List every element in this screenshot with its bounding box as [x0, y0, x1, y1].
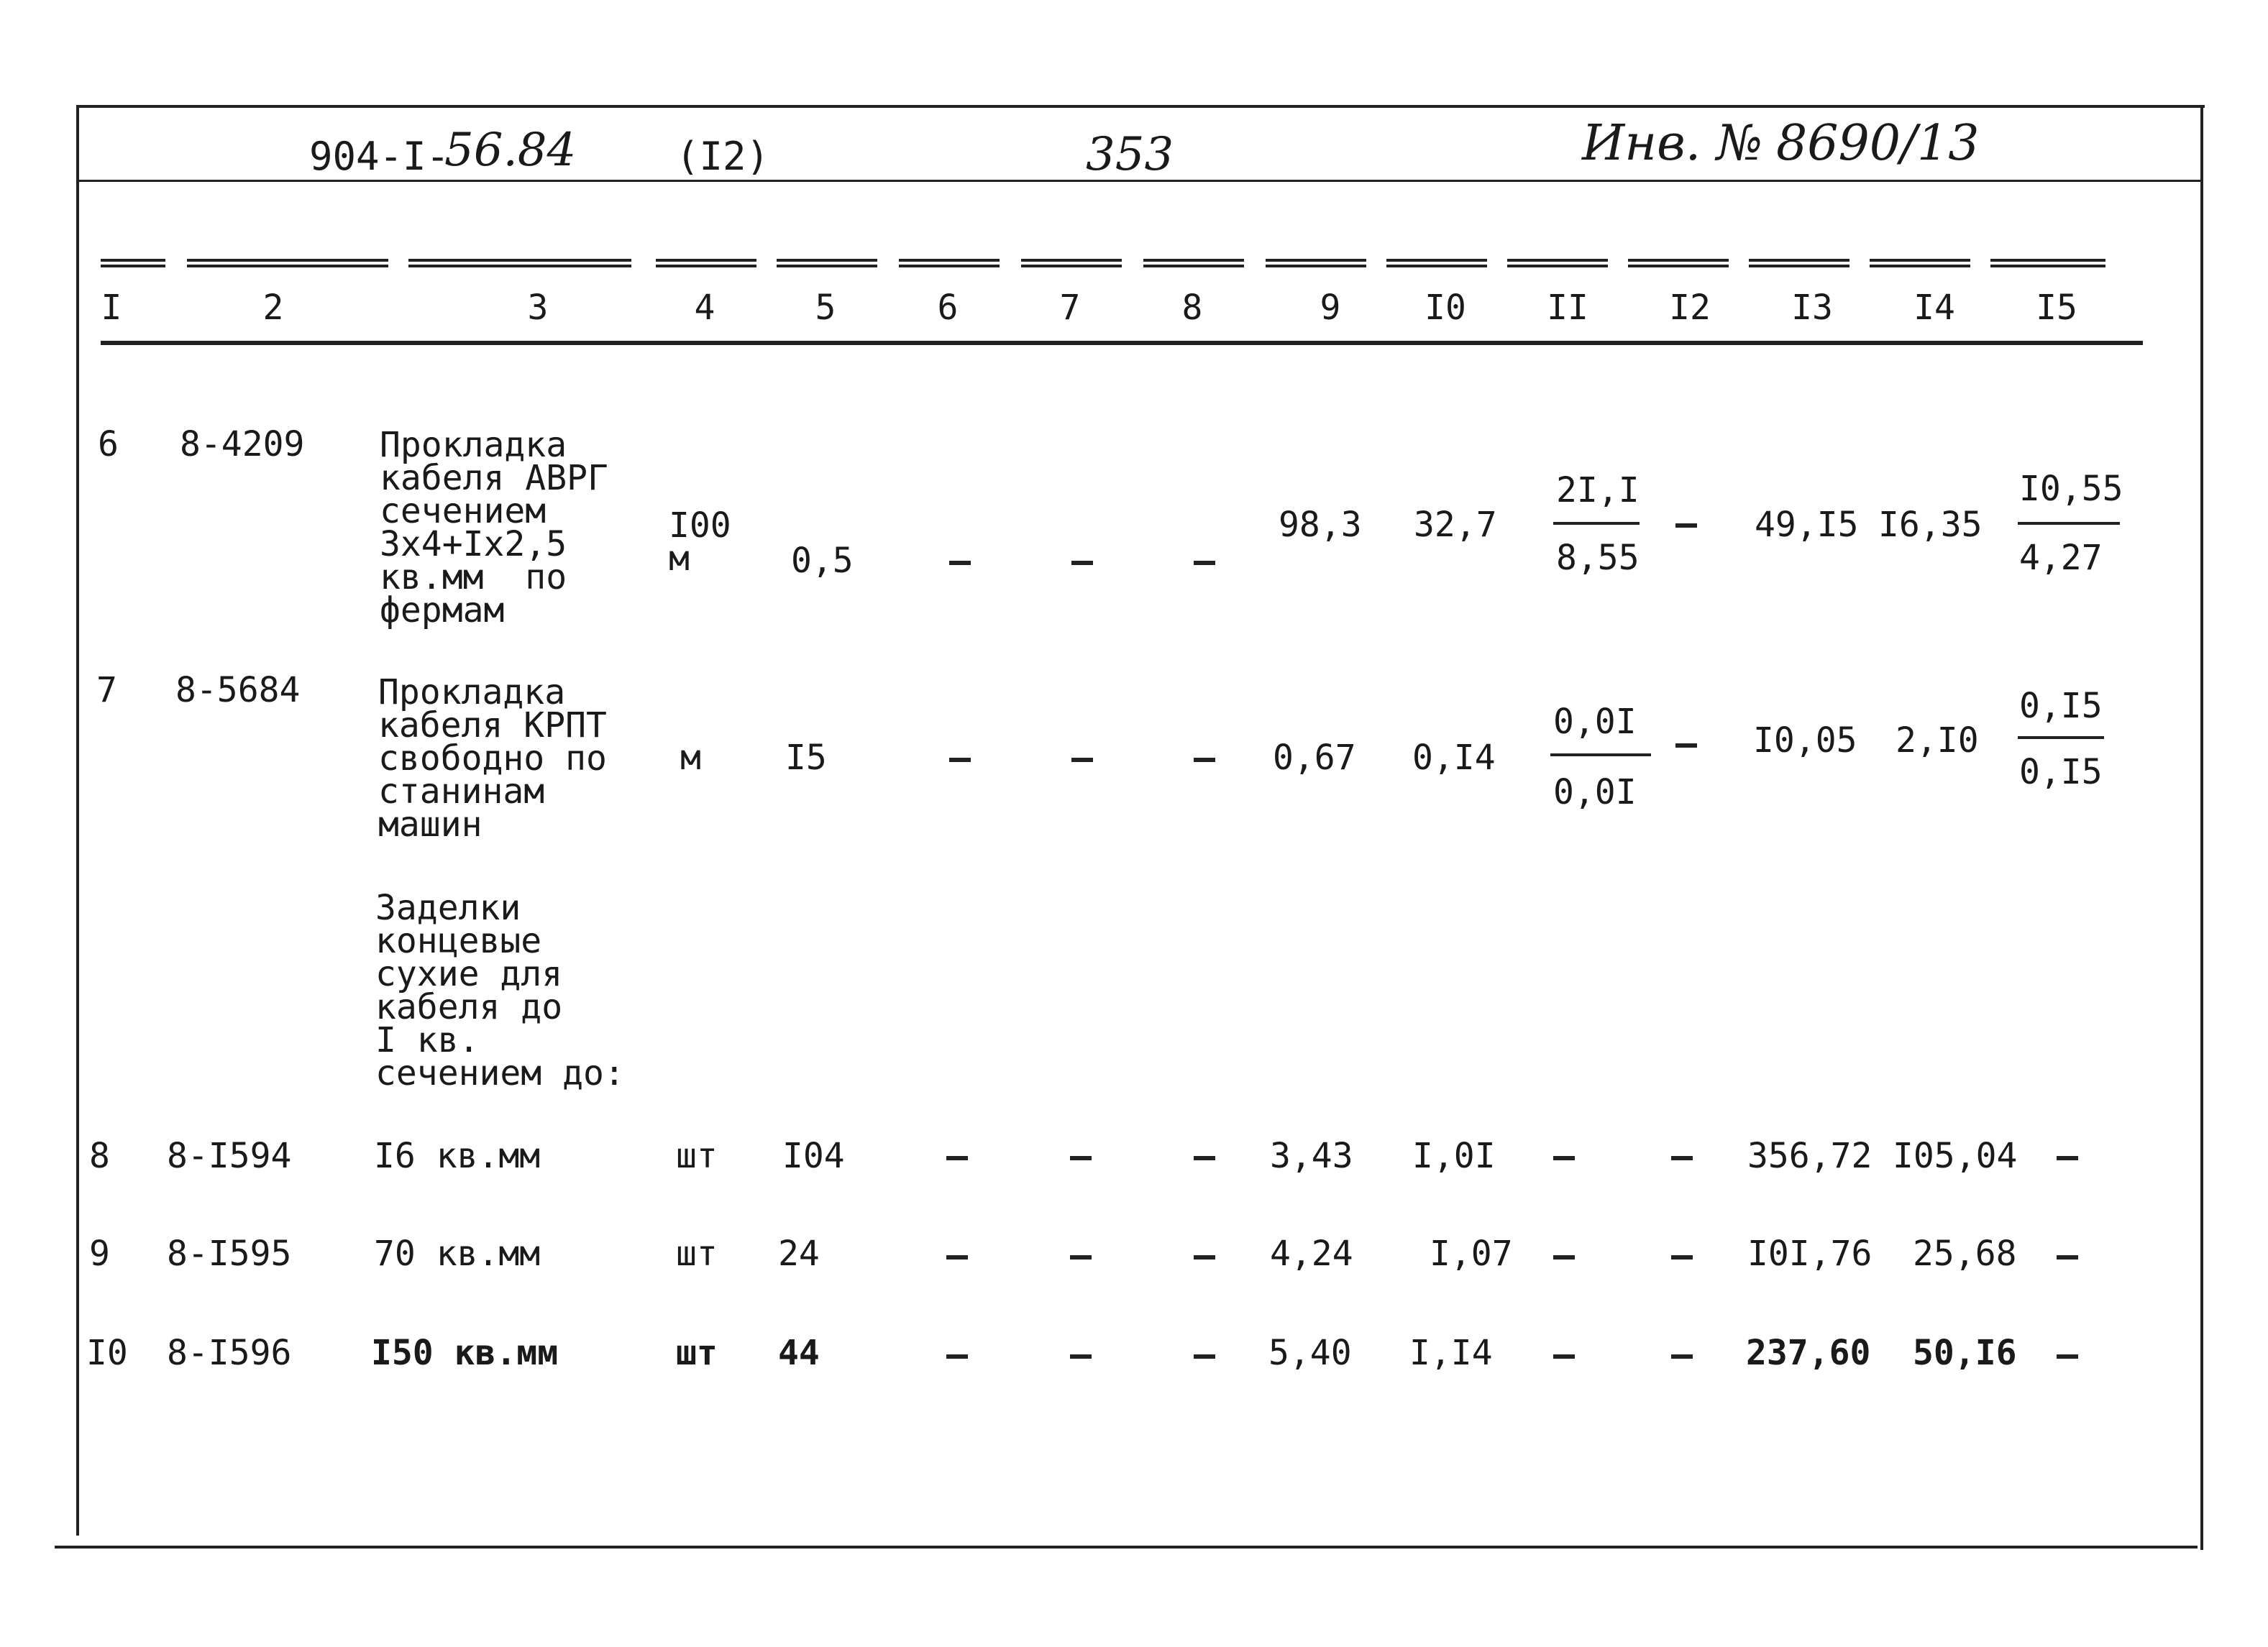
doc-code-handwritten: 56.84: [444, 124, 577, 177]
column-number: 2: [262, 288, 284, 328]
column-number: 4: [694, 288, 715, 328]
quantity: I04: [782, 1136, 845, 1176]
row-number: 9: [89, 1234, 110, 1274]
work-description: Прокладка кабеля АВРГ сечением 3х4+Iх2,5 кв.мм по фермам: [380, 425, 608, 630]
quantity: 44: [778, 1333, 820, 1373]
inventory-label: Инв. №: [1582, 115, 1763, 172]
column-rule: [777, 259, 877, 267]
column-rule: [187, 259, 388, 267]
fraction-bottom-c15: 4,27: [2019, 538, 2103, 578]
value-c14: I05,04: [1893, 1136, 2018, 1176]
dash-c7: [1071, 758, 1093, 762]
column-rule: [1386, 259, 1487, 267]
value-c9: 3,43: [1270, 1136, 1353, 1176]
dash-c6: [949, 561, 971, 565]
column-rule: [101, 259, 165, 267]
rate-code: 8-I596: [167, 1333, 292, 1373]
column-rule: [1507, 259, 1608, 267]
column-rule: [1628, 259, 1729, 267]
rate-code: 8-I594: [167, 1136, 292, 1176]
quantity: 24: [778, 1234, 820, 1274]
value-c13: 49,I5: [1755, 505, 1859, 545]
value-c9: 98,3: [1279, 505, 1362, 545]
value-c10: I,I4: [1409, 1333, 1493, 1373]
dash-c12: [1671, 1255, 1693, 1260]
column-rule: [408, 259, 631, 267]
column-rule: [656, 259, 756, 267]
header-thick-rule: [101, 341, 2143, 345]
fraction-top-c15: I0,55: [2019, 469, 2123, 509]
dash-c12: [1671, 1354, 1693, 1359]
fraction-bottom-c11: 0,0I: [1553, 772, 1637, 812]
column-number: I3: [1791, 288, 1833, 328]
unit: I00 м: [669, 505, 731, 579]
column-rule: [1990, 259, 2105, 267]
unit: шт: [676, 1333, 718, 1373]
value-c14: I6,35: [1878, 505, 1983, 545]
unit: шт: [676, 1136, 718, 1176]
dash-c8: [1194, 1156, 1215, 1160]
value-c10: 0,I4: [1412, 738, 1496, 778]
column-rule: [1749, 259, 1849, 267]
value-c13: I0I,76: [1747, 1234, 1873, 1274]
rate-code: 8-5684: [175, 670, 301, 710]
column-rule: [1021, 259, 1122, 267]
value-c9: 4,24: [1270, 1234, 1353, 1274]
fraction-bottom-c15: 0,I5: [2019, 752, 2103, 792]
fraction-line: [1550, 753, 1651, 756]
dash-c15: [2057, 1156, 2078, 1160]
dash-c7: [1070, 1354, 1092, 1359]
row-number: 6: [98, 424, 119, 464]
dash-c7: [1070, 1156, 1092, 1160]
group-heading: Заделки концевые сухие для кабеля до I кв. сечением до:: [375, 888, 625, 1093]
column-rule: [1870, 259, 1970, 267]
fraction-line: [2018, 736, 2104, 739]
value-c13: I0,05: [1753, 720, 1857, 761]
column-rule: [899, 259, 1000, 267]
value-c14: 50,I6: [1913, 1333, 2017, 1373]
column-number: 5: [815, 288, 836, 328]
dash-c11: [1553, 1354, 1575, 1359]
sheet-number: (I2): [676, 134, 770, 179]
fraction-line: [1553, 522, 1640, 525]
unit: шт: [676, 1234, 718, 1274]
column-number: 8: [1181, 288, 1203, 328]
column-number: 6: [937, 288, 959, 328]
value-c10: I,07: [1430, 1234, 1513, 1274]
value-c13: 237,60: [1746, 1333, 1871, 1373]
column-number: I0: [1425, 288, 1466, 328]
work-description: I50 кв.мм: [371, 1333, 559, 1373]
dash-c7: [1070, 1255, 1092, 1260]
rate-code: 8-I595: [167, 1234, 292, 1274]
rate-code: 8-4209: [180, 424, 305, 464]
row-number: 8: [89, 1136, 110, 1176]
column-rule: [1143, 259, 1244, 267]
dash-c6: [946, 1354, 968, 1359]
fraction-line: [2018, 522, 2120, 525]
row-number: I0: [86, 1333, 128, 1373]
value-c14: 25,68: [1913, 1234, 2017, 1274]
dash-c11: [1553, 1156, 1575, 1160]
column-number: 3: [527, 288, 549, 328]
column-number: I2: [1669, 288, 1711, 328]
dash-c12: [1675, 743, 1697, 748]
quantity: I5: [785, 738, 827, 778]
page-number: 353: [1086, 128, 1174, 181]
value-c13: 356,72: [1747, 1136, 1873, 1176]
dash-c8: [1194, 1255, 1215, 1260]
dash-c12: [1675, 523, 1697, 528]
work-description: Прокладка кабеля КРПТ свободно по станинам машин: [378, 672, 607, 845]
frame-top-border: [78, 105, 2205, 108]
column-number: 9: [1320, 288, 1341, 328]
frame-bottom-border: [55, 1546, 2198, 1549]
column-number: I: [101, 288, 122, 328]
fraction-top-c11: 0,0I: [1553, 702, 1637, 742]
dash-c8: [1194, 561, 1215, 565]
dash-c11: [1553, 1255, 1575, 1260]
dash-c6: [946, 1255, 968, 1260]
dash-c8: [1194, 758, 1215, 762]
dash-c6: [949, 758, 971, 762]
fraction-top-c15: 0,I5: [2019, 686, 2103, 726]
dash-c12: [1671, 1156, 1693, 1160]
column-number: I4: [1913, 288, 1955, 328]
doc-code-print: 904-I-: [309, 134, 450, 179]
quantity: 0,5: [791, 541, 854, 581]
value-c9: 5,40: [1268, 1333, 1352, 1373]
inventory-number: 8690/13: [1776, 115, 1980, 172]
dash-c15: [2057, 1354, 2078, 1359]
row-number: 7: [96, 670, 117, 710]
value-c9: 0,67: [1273, 738, 1356, 778]
value-c10: I,0I: [1412, 1136, 1496, 1176]
dash-c6: [946, 1156, 968, 1160]
work-description: I6 кв.мм: [374, 1136, 541, 1176]
fraction-bottom-c11: 8,55: [1556, 538, 1640, 578]
dash-c15: [2057, 1255, 2078, 1260]
column-number: 7: [1059, 288, 1081, 328]
unit: м: [680, 738, 701, 778]
fraction-top-c11: 2I,I: [1556, 470, 1640, 510]
dash-c8: [1194, 1354, 1215, 1359]
column-number: II: [1547, 288, 1588, 328]
work-description: 70 кв.мм: [374, 1234, 541, 1274]
column-rule: [1266, 259, 1366, 267]
frame-right-border: [2200, 105, 2203, 1550]
dash-c7: [1071, 561, 1093, 565]
column-number: I5: [2036, 288, 2077, 328]
value-c14: 2,I0: [1896, 720, 1979, 761]
value-c10: 32,7: [1414, 505, 1497, 545]
